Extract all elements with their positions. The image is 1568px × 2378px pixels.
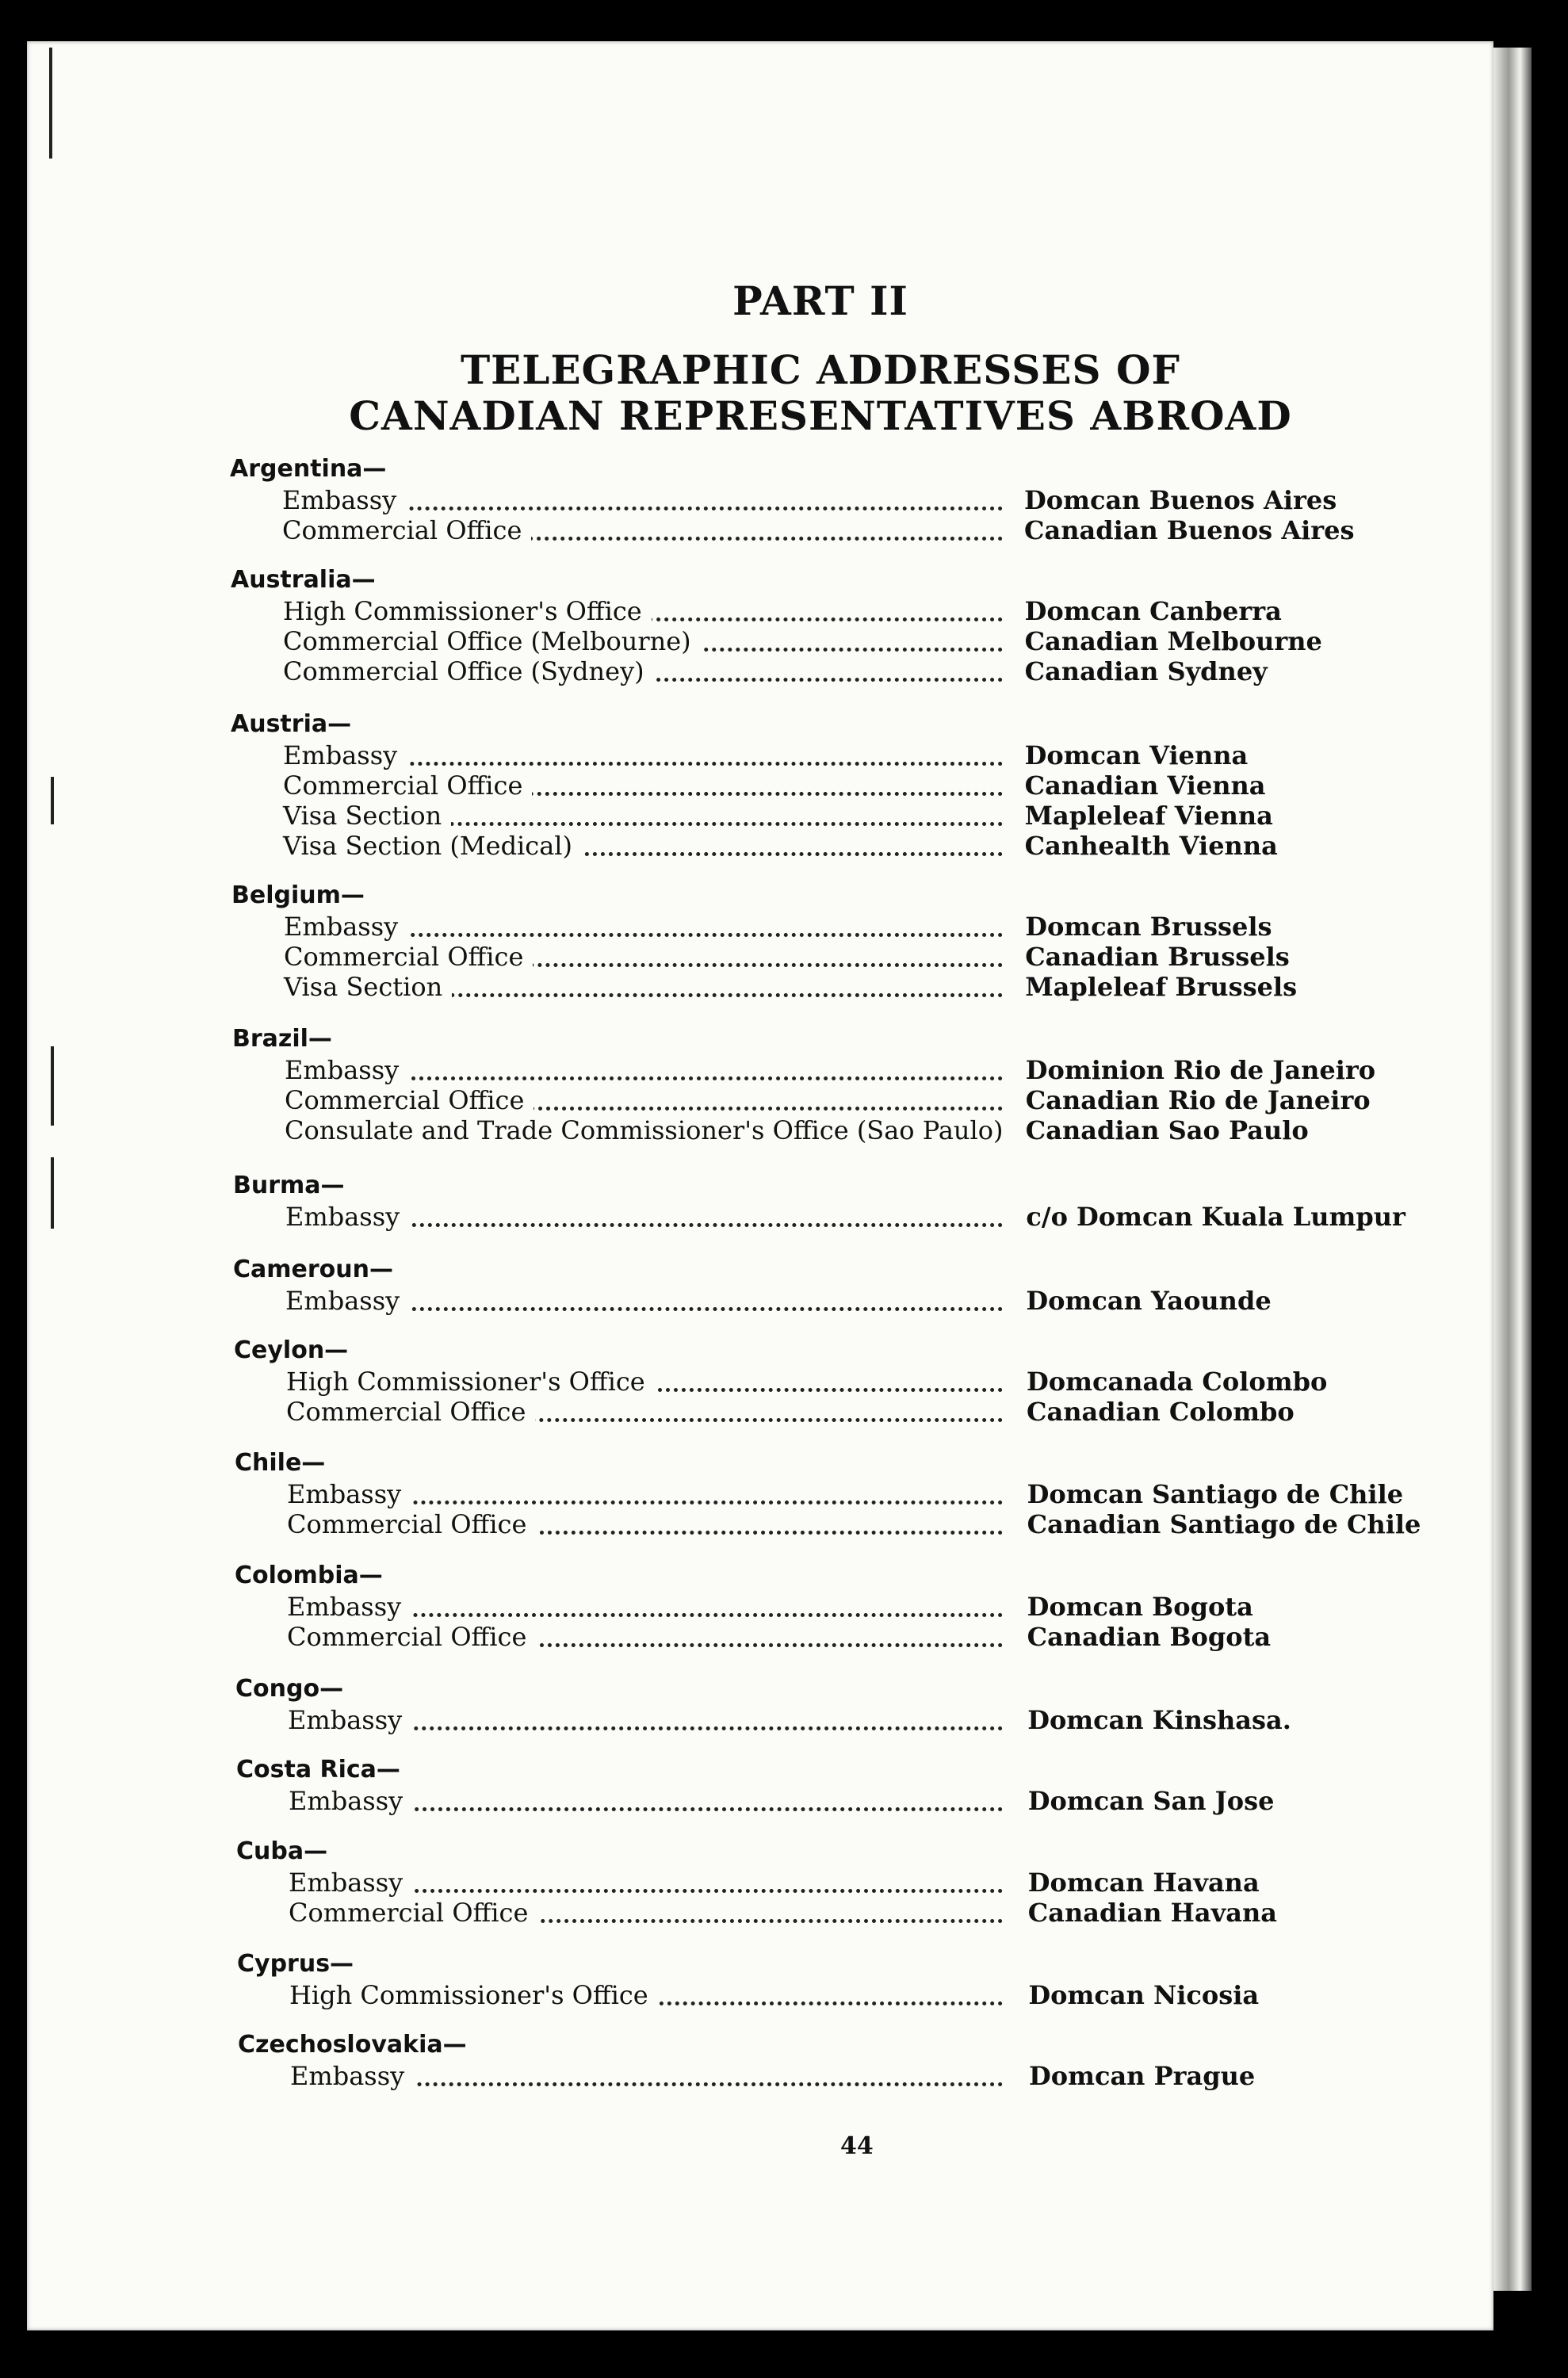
country-heading: Belgium— [231,881,365,909]
address-entry [283,801,1273,831]
telegraphic-address: Domcan Brussels [1025,912,1272,942]
address-entry [286,1397,1295,1427]
address-entry [287,1592,1253,1622]
telegraphic-address: Canadian Vienna [1024,770,1266,801]
main-title-line-2: CANADIAN REPRESENTATIVES ABROAD [349,392,1292,439]
main-title-line-1: TELEGRAPHIC ADDRESSES OF [460,346,1181,393]
office-name: Embassy [285,1202,409,1232]
address-entry [285,1085,1371,1115]
address-entry [287,1509,1421,1539]
office-name: Embassy [290,2061,414,2091]
telegraphic-address: Canadian Rio de Janeiro [1025,1085,1371,1115]
telegraphic-address: Mapleleaf Vienna [1024,801,1273,831]
address-entry [289,1868,1260,1898]
telegraphic-address: Canadian Bogota [1027,1622,1272,1652]
telegraphic-address: Domcan Kinshasa. [1027,1705,1291,1735]
address-entry [284,912,1272,942]
office-name: Visa Section [284,972,452,1002]
telegraphic-address: Domcan Canberra [1024,596,1282,626]
country-heading: Czechoslovakia— [238,2031,467,2059]
country-heading: Burma— [233,1172,345,1199]
country-heading: Ceylon— [234,1336,349,1364]
telegraphic-address: Canadian Brussels [1025,942,1290,972]
country-heading: Cyprus— [237,1950,354,1978]
address-entry [284,942,1290,972]
office-name: Commercial Office [286,1397,535,1427]
telegraphic-address: Canadian Havana [1027,1898,1277,1928]
part-title: PART II [732,277,908,324]
telegraphic-address: Domcan Havana [1027,1868,1260,1898]
office-name: Embassy [285,1055,408,1085]
country-heading: Argentina— [230,455,387,483]
telegraphic-address: Canadian Colombo [1027,1397,1295,1427]
office-name: Embassy [289,1786,412,1816]
office-name: Embassy [285,1286,409,1316]
telegraphic-address: Canadian Sydney [1024,656,1268,686]
office-name: Commercial Office [287,1509,536,1539]
address-entry [285,1055,1376,1085]
telegraphic-address: Domcan Nicosia [1028,1980,1260,2010]
office-name: High Commissioner's Office [289,1980,658,2010]
address-entry [284,972,1298,1002]
office-name: Embassy [287,1479,411,1509]
address-entry [283,770,1266,801]
office-name: Commercial Office [283,770,532,801]
office-name: Commercial Office [287,1622,536,1652]
office-name: Commercial Office [284,942,533,972]
address-entry [283,740,1249,770]
office-name: Visa Section (Medical) [283,831,582,861]
office-name: Commercial Office [289,1898,537,1928]
telegraphic-address: Canhealth Vienna [1024,831,1278,861]
address-entry [287,1622,1272,1652]
telegraphic-address: Canadian Santiago de Chile [1027,1509,1421,1539]
office-name: Visa Section [283,801,451,831]
country-heading: Congo— [235,1675,344,1703]
telegraphic-address: Domcan Buenos Aires [1024,485,1337,515]
address-entry [283,831,1278,861]
country-heading: Chile— [235,1449,326,1477]
office-name: Embassy [288,1705,411,1735]
office-name: Embassy [289,1868,412,1898]
address-entry [287,1479,1404,1509]
office-name: Commercial Office [282,515,531,545]
telegraphic-address: Domcan Prague [1029,2061,1256,2091]
address-entry [282,515,1355,545]
office-name: High Commissioner's Office [283,596,652,626]
office-name: Embassy [284,912,407,942]
telegraphic-address: Domcan Vienna [1024,740,1249,770]
telegraphic-address: Domcanada Colombo [1027,1367,1328,1397]
country-heading: Brazil— [232,1025,332,1053]
country-heading: Costa Rica— [236,1756,400,1784]
telegraphic-address: Domcan Santiago de Chile [1027,1479,1404,1509]
address-entry [283,656,1268,686]
address-entry [289,1898,1277,1928]
address-entry [289,1786,1275,1816]
office-name: Commercial Office (Melbourne) [283,626,701,656]
address-entry [285,1202,1405,1232]
country-heading: Austria— [231,710,352,738]
office-name: Embassy [283,740,407,770]
telegraphic-address: Domcan Yaounde [1026,1286,1272,1316]
address-entry [282,485,1337,515]
country-heading: Cuba— [236,1837,328,1865]
telegraphic-address: Canadian Buenos Aires [1024,515,1355,545]
office-name: Commercial Office [285,1085,534,1115]
address-entry [286,1367,1328,1397]
telegraphic-address: Domcan Bogota [1027,1592,1253,1622]
address-entry [290,2061,1256,2091]
page-number: 44 [840,2132,874,2160]
office-name: High Commissioner's Office [286,1367,655,1397]
address-entry [283,596,1282,626]
country-heading: Australia— [231,566,376,594]
telegraphic-address: c/o Domcan Kuala Lumpur [1026,1202,1405,1232]
country-heading: Cameroun— [233,1256,393,1283]
telegraphic-address: Dominion Rio de Janeiro [1025,1055,1376,1085]
address-entry [285,1115,1309,1145]
country-heading: Colombia— [235,1562,383,1589]
address-entry [288,1705,1291,1735]
telegraphic-address: Canadian Sao Paulo [1025,1115,1309,1145]
address-entry [285,1286,1272,1316]
office-name: Consulate and Trade Commissioner's Office (Sao Paulo) [285,1115,1013,1145]
address-entry [289,1980,1260,2010]
telegraphic-address: Domcan San Jose [1027,1786,1275,1816]
office-name: Embassy [282,485,406,515]
office-name: Embassy [287,1592,411,1622]
office-name: Commercial Office (Sydney) [283,656,654,686]
address-entry [283,626,1322,656]
telegraphic-address: Canadian Melbourne [1024,626,1322,656]
telegraphic-address: Mapleleaf Brussels [1025,972,1298,1002]
